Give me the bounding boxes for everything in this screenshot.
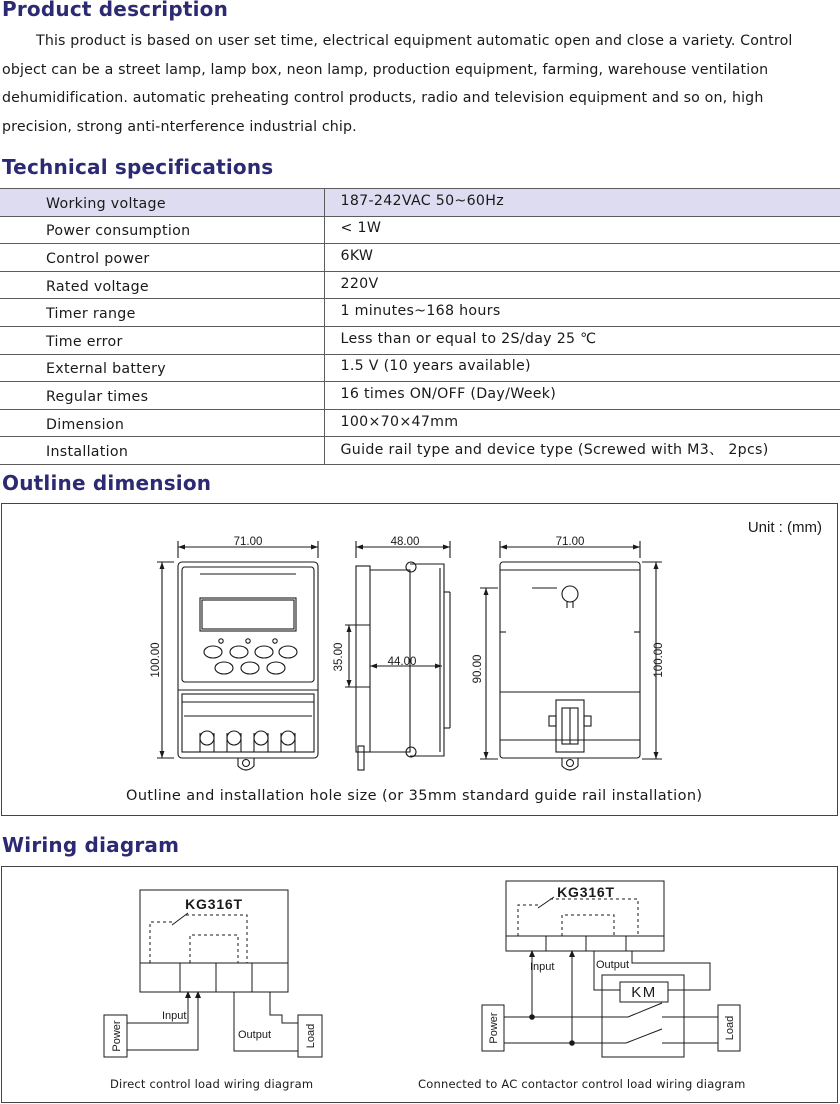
contactor-wiring-caption: Connected to AC contactor control load wiring diagram [418, 1077, 746, 1091]
back-view [480, 541, 662, 770]
product-description-heading: Product description [2, 0, 229, 21]
outline-dimension-box [1, 503, 838, 816]
table-row [0, 354, 840, 382]
dim-front-width: 71.00 [233, 536, 263, 548]
table-row [0, 216, 840, 244]
spec-value: 1.5 V (10 years available) [324, 354, 840, 382]
wiring-drawing [2, 867, 839, 1104]
dim-back-height: 100.00 [653, 642, 665, 678]
direct-wiring [104, 890, 322, 1057]
left-power-label: Power [111, 1020, 123, 1052]
outline-drawing [2, 504, 839, 817]
spec-label: Time error [0, 326, 324, 354]
right-load-label: Load [724, 1015, 736, 1041]
spec-table [0, 188, 840, 465]
table-row [0, 409, 840, 437]
spec-label: External battery [0, 354, 324, 382]
technical-specifications-heading: Technical specifications [2, 155, 274, 179]
spec-label: Working voltage [0, 189, 324, 217]
spec-value: 6KW [324, 244, 840, 272]
spec-value: Less than or equal to 2S/day 25 ℃ [324, 326, 840, 354]
spec-value: 16 times ON/OFF (Day/Week) [324, 382, 840, 410]
left-load-label: Load [305, 1023, 317, 1049]
wiring-diagram-heading: Wiring diagram [2, 833, 180, 857]
spec-value: < 1W [324, 216, 840, 244]
dim-side-inner: 44.00 [387, 656, 417, 668]
dim-back-hole: 90.00 [472, 654, 484, 684]
table-row [0, 326, 840, 354]
left-output-label: Output [238, 1029, 272, 1041]
direct-wiring-caption: Direct control load wiring diagram [110, 1077, 314, 1091]
right-input-label: Input [530, 961, 555, 973]
right-power-label: Power [488, 1012, 500, 1044]
dim-front-height: 100.00 [150, 642, 162, 678]
product-description-text [2, 27, 838, 141]
right-output-label: Output [596, 959, 630, 971]
spec-label: Timer range [0, 299, 324, 327]
unit-label: Unit : (mm) [747, 519, 822, 536]
dim-side-rail: 35.00 [333, 642, 345, 672]
km-contactor-label: KM [631, 984, 657, 1001]
outline-dimension-heading: Outline dimension [2, 471, 212, 495]
spec-label: Installation [0, 437, 324, 465]
left-input-label: Input [162, 1010, 187, 1022]
spec-label: Rated voltage [0, 271, 324, 299]
spec-label: Control power [0, 244, 324, 272]
spec-label: Power consumption [0, 216, 324, 244]
front-view [157, 541, 318, 770]
wiring-diagram-box [1, 866, 838, 1103]
spec-value: Guide rail type and device type (Screwed with M3、 2pcs) [324, 437, 840, 465]
spec-label: Dimension [0, 409, 324, 437]
product-description-body: This product is based on user set time, electrical equipment automatic open and close a variety. Control object can be a street lamp, lamp box, neon lamp, production equipment, farming, warehouse ventilation dehumidification. automatic preheating control products, radio and television equipment and so on, high precision, strong anti-nterference industrial chip. [2, 33, 793, 135]
outline-caption: Outline and installation hole size (or 35mm standard guide rail installation) [126, 788, 703, 804]
spec-value: 187-242VAC 50~60Hz [324, 189, 840, 217]
table-row [0, 271, 840, 299]
table-row [0, 244, 840, 272]
left-model-label: KG316T [185, 896, 243, 912]
spec-value: 1 minutes~168 hours [324, 299, 840, 327]
spec-value: 100×70×47mm [324, 409, 840, 437]
dim-back-width: 71.00 [555, 536, 585, 548]
dim-side-depth: 48.00 [390, 536, 420, 548]
table-row [0, 382, 840, 410]
spec-value: 220V [324, 271, 840, 299]
spec-label: Regular times [0, 382, 324, 410]
table-row [0, 189, 840, 217]
right-model-label: KG316T [557, 884, 615, 900]
table-row [0, 437, 840, 465]
table-row [0, 299, 840, 327]
